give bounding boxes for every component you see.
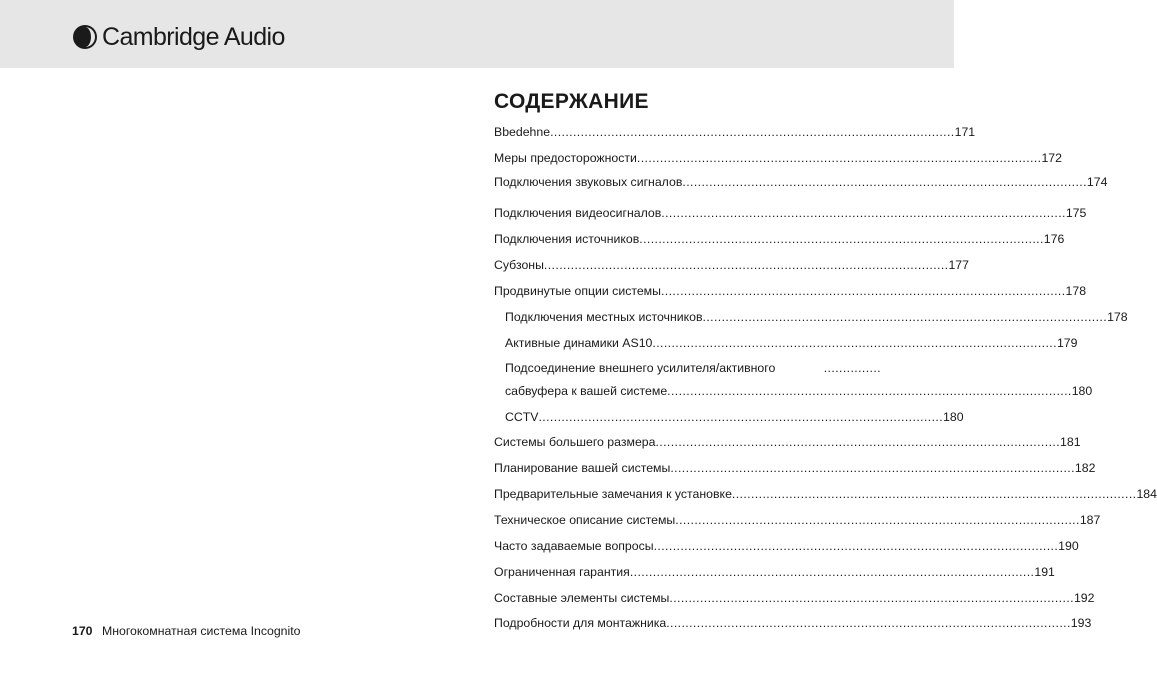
contents-title: СОДЕРЖАНИЕ: [494, 90, 649, 113]
toc-leader-dots: ..........................................................................................................: [550, 125, 955, 139]
toc-entry-title: Составные элементы системы: [494, 591, 670, 605]
toc-entry: [494, 205, 1087, 221]
toc-leader-dots: ..........................................................................................................: [669, 591, 1074, 605]
toc-subentry: [505, 335, 1078, 351]
toc-entry: [494, 231, 1065, 247]
toc-entry: [494, 538, 1079, 554]
toc-leader-dots: ..........................................................................................................: [675, 513, 1080, 527]
toc-entry-title: Ограниченная гарантия: [494, 565, 630, 579]
toc-entry-title: CCTV: [505, 410, 539, 424]
toc-entry-title: Планирование вашей системы: [494, 461, 671, 475]
toc-leader-dots: ..........................................................................................................: [655, 435, 1061, 449]
toc-entry-title: Предварительные замечания к установке: [494, 487, 732, 501]
toc-leader-dots: ..........................................................................................................: [702, 310, 1108, 324]
toc-leader-dots: ..........................................................................................................: [538, 410, 944, 424]
toc-entry-page: 193: [1070, 616, 1092, 630]
toc-entry-page: 172: [1041, 151, 1062, 165]
toc-entry: [494, 486, 1157, 502]
footer-text: Многокомнатная система Incognito: [101, 624, 301, 638]
toc-entry-page: 184: [1136, 487, 1157, 501]
toc-leader-dots: ..........................................................................................................: [636, 151, 1042, 165]
toc-subentry: [505, 360, 881, 376]
toc-entry-page: 177: [948, 258, 969, 272]
toc-leader-dots: ..........................................................................................................: [731, 487, 1137, 501]
toc-entry: [494, 150, 1062, 166]
toc-leader-dots: ..........................................................................................................: [666, 616, 1071, 630]
toc-entry-title: Субзоны: [494, 258, 544, 272]
toc-leader-dots: ...............: [819, 361, 881, 375]
toc-entry: [494, 174, 1108, 190]
toc-entry-page: 171: [954, 125, 976, 139]
brand-logo: [72, 22, 285, 52]
toc-entry-page: 181: [1060, 435, 1081, 449]
toc-entry: [494, 615, 1092, 631]
toc-leader-dots: ..........................................................................................................: [667, 384, 1072, 398]
toc-entry-title: Подключения местных источников: [505, 310, 703, 324]
toc-leader-dots: ..........................................................................................................: [543, 258, 949, 272]
toc-entry: [494, 564, 1055, 580]
toc-entry-page: 174: [1086, 175, 1108, 189]
toc-leader-dots: ..........................................................................................................: [629, 565, 1035, 579]
toc-entry-page: 178: [1107, 310, 1128, 324]
toc-entry-page: 180: [943, 410, 964, 424]
toc-leader-dots: ..........................................................................................................: [639, 232, 1044, 246]
toc-entry-page: 187: [1079, 513, 1101, 527]
toc-entry: [494, 590, 1095, 606]
toc-entry-page: 178: [1065, 284, 1087, 298]
toc-entry-title: Продвинутые опции системы: [494, 284, 661, 298]
toc-entry-title: Часто задаваемые вопросы: [494, 539, 654, 553]
page-footer: [72, 623, 301, 639]
toc-entry-title: Подключения источников: [494, 232, 640, 246]
toc-entry-page: 180: [1071, 384, 1093, 398]
toc-subentry: [505, 383, 1093, 399]
toc-entry-title: Техническое описание системы: [494, 513, 676, 527]
toc-entry: [494, 512, 1101, 528]
toc-entry-page: 176: [1043, 232, 1065, 246]
toc-leader-dots: ..........................................................................................................: [682, 175, 1087, 189]
toc-leader-dots: ..........................................................................................................: [660, 284, 1066, 298]
toc-subentry: [505, 409, 964, 425]
toc-entry-title: Подсоединение внешнего усилителя/активного: [505, 361, 776, 375]
toc-leader-dots: ..........................................................................................................: [670, 461, 1075, 475]
toc-entry-title: Меры предосторожности: [494, 151, 637, 165]
toc-entry-page: 190: [1058, 539, 1079, 553]
toc-entry-title: сабвуфера к вашей системе: [505, 384, 668, 398]
toc-entry: [494, 283, 1087, 299]
cambridge-audio-logo-icon: [72, 24, 98, 50]
toc-entry-title: Подробности для монтажника: [494, 616, 667, 630]
toc-entry-title: Bbedehne: [494, 125, 551, 139]
toc-leader-dots: ..........................................................................................................: [653, 539, 1059, 553]
toc-entry-title: Системы большего размера: [494, 435, 656, 449]
toc-entry-title: Активные динамики AS10: [505, 336, 653, 350]
toc-entry-page: 191: [1034, 565, 1055, 579]
toc-entry-page: 182: [1074, 461, 1096, 475]
toc-entry-title: Подключения видеосигналов: [494, 206, 662, 220]
toc-subentry: [505, 309, 1128, 325]
toc-entry: [494, 434, 1081, 450]
toc-leader-dots: ..........................................................................................................: [661, 206, 1066, 220]
toc-leader-dots: ..........................................................................................................: [652, 336, 1057, 350]
toc-entry: [494, 460, 1096, 476]
toc-entry: [494, 124, 976, 140]
toc-entry-page: 175: [1065, 206, 1087, 220]
toc-entry-title: Подключения звуковых сигналов: [494, 175, 683, 189]
page-header: [0, 0, 954, 68]
toc-entry-page: 192: [1073, 591, 1095, 605]
brand-name: Cambridge Audio: [102, 23, 285, 51]
toc-entry: [494, 257, 969, 273]
toc-entry-page: 179: [1056, 336, 1078, 350]
footer-page-number: 170: [72, 624, 93, 638]
